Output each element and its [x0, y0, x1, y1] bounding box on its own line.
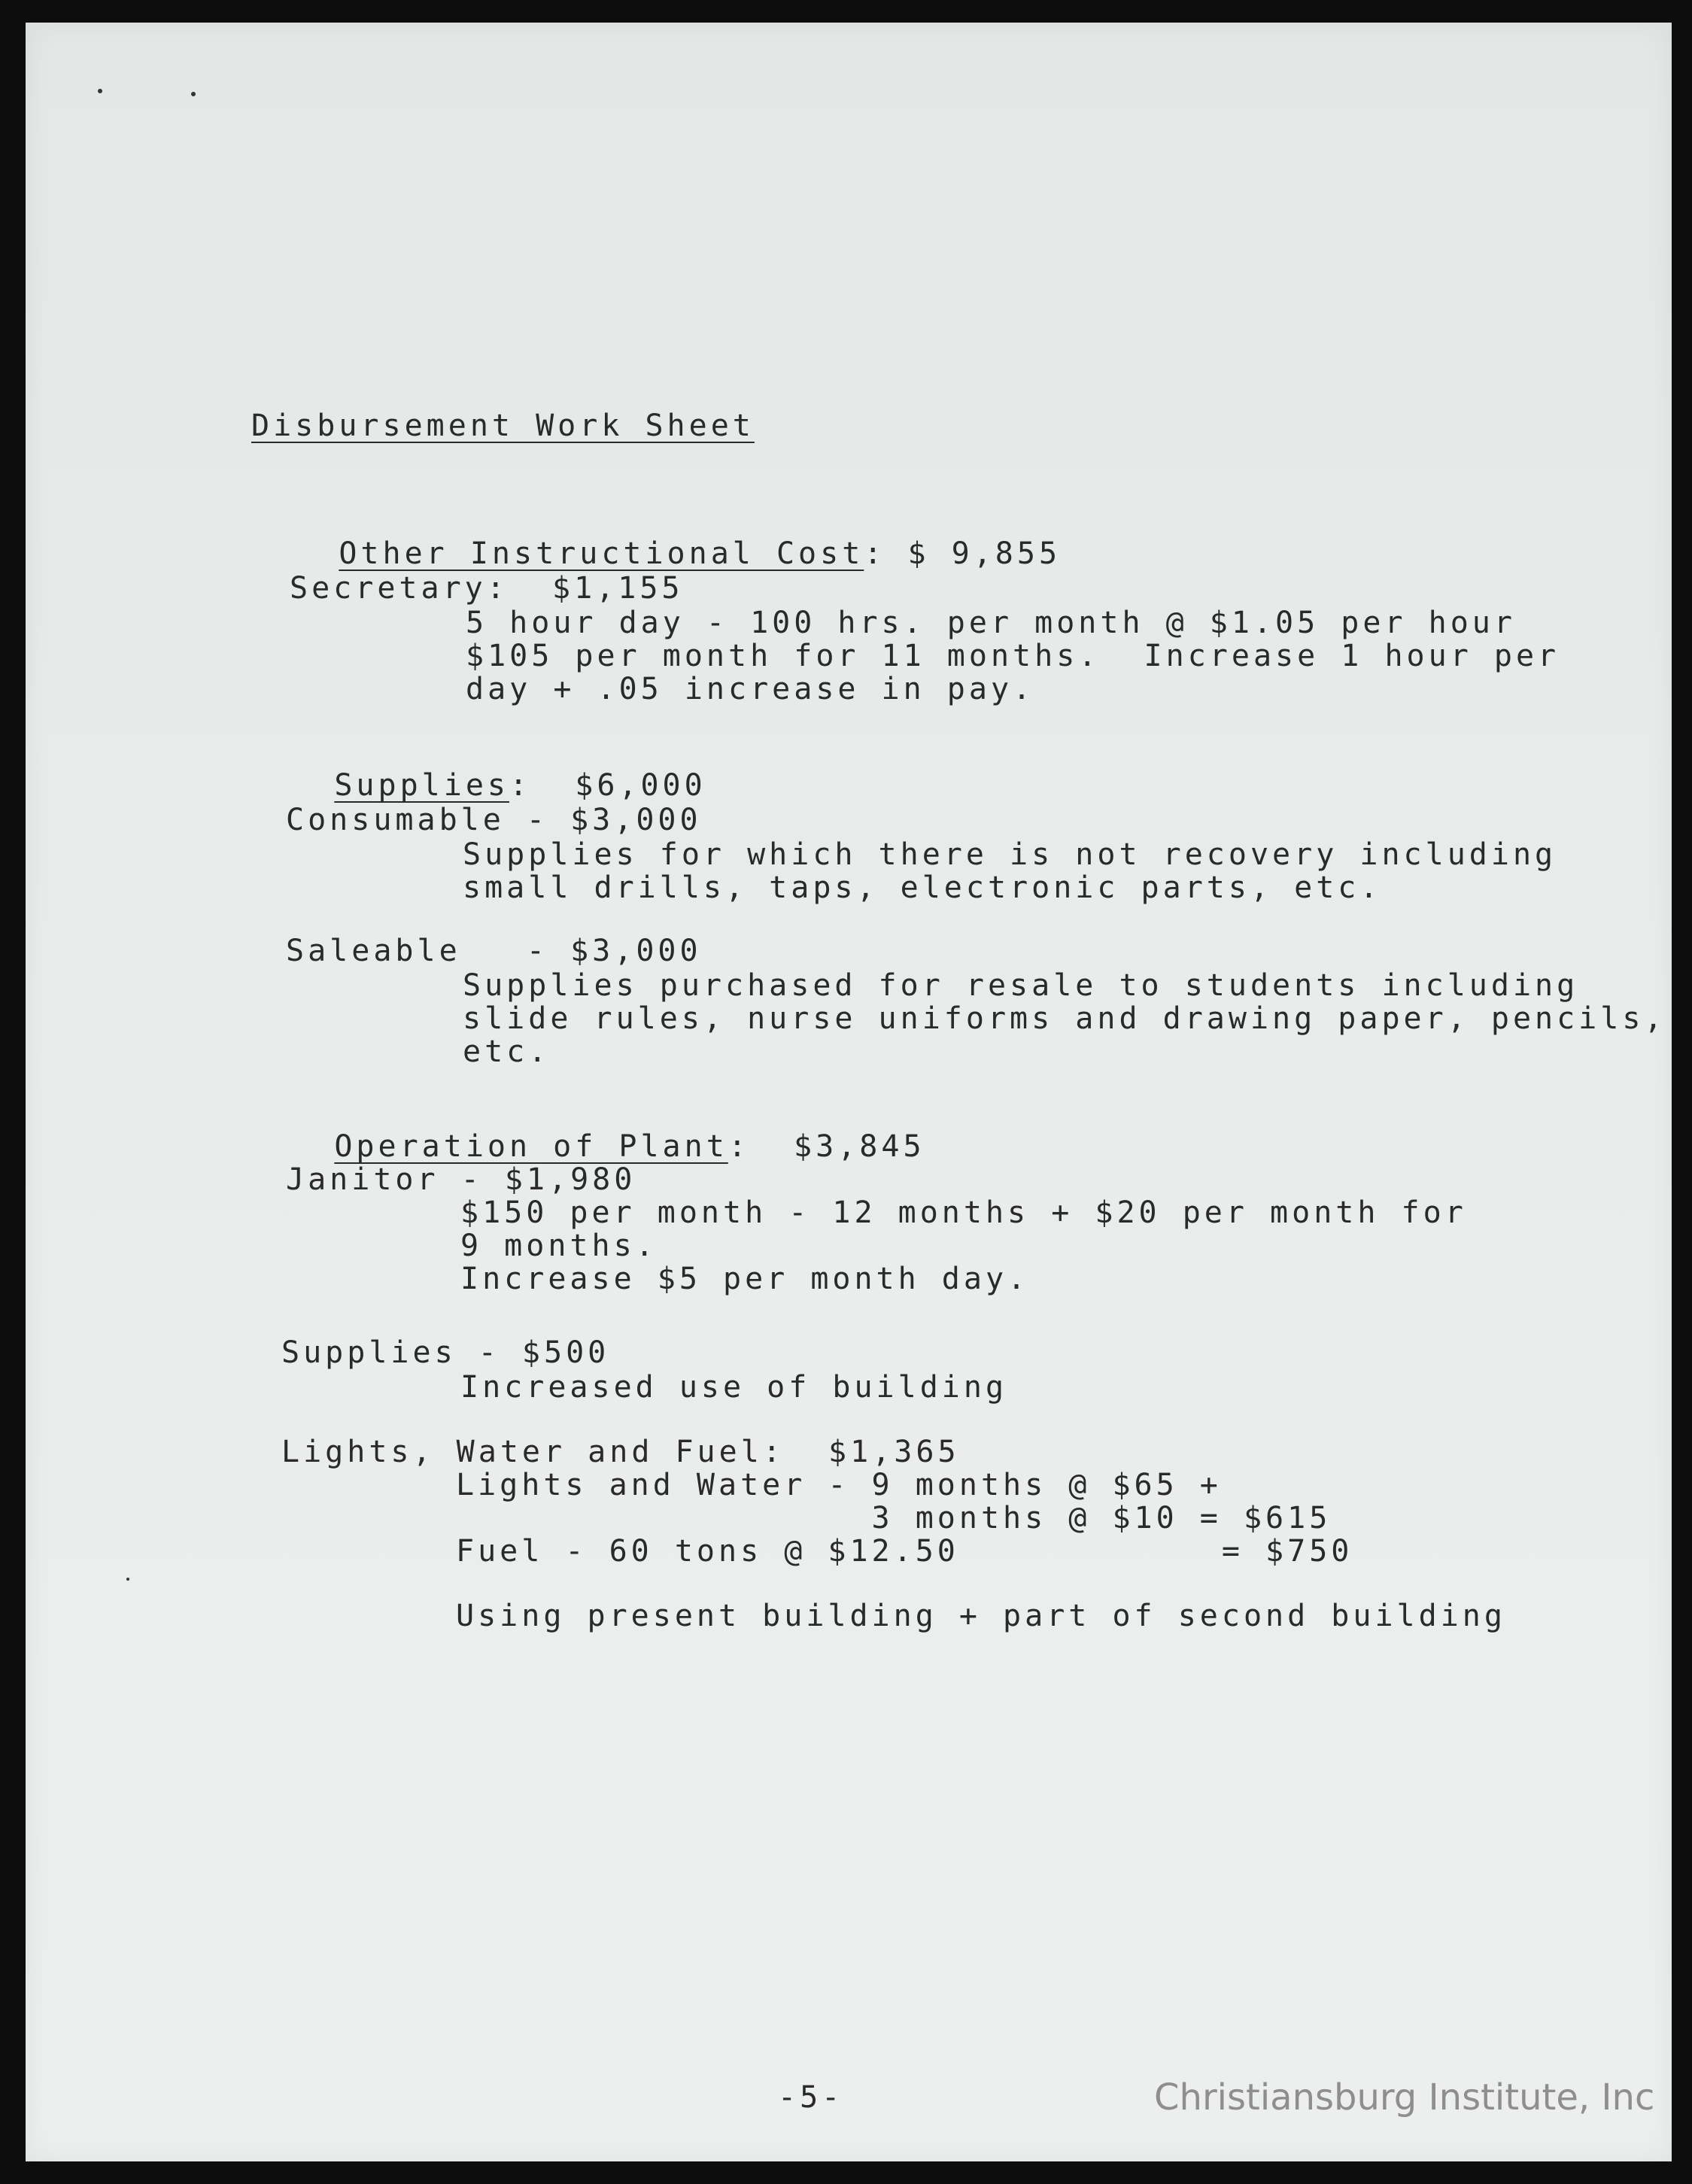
section-label: Other Instructional Cost [339, 536, 864, 571]
document-page [26, 23, 1672, 2161]
saleable-detail: slide rules, nurse uniforms and drawing paper, pencils, [463, 1001, 1666, 1036]
page-number: -5- [778, 2080, 844, 2115]
section-amount: : $ 9,855 [864, 536, 1062, 571]
janitor-detail: Increase $5 per month day. [460, 1262, 1030, 1296]
saleable-detail: Supplies purchased for resale to students including [463, 968, 1579, 1003]
janitor-detail: 9 months. [460, 1229, 658, 1263]
section-amount: : $3,845 [728, 1129, 925, 1164]
section-amount: : $6,000 [509, 768, 706, 803]
speck [191, 92, 196, 96]
section-label: Operation of Plant [334, 1129, 728, 1164]
plant-supplies-detail: Increased use of building [460, 1370, 1008, 1405]
utilities-detail: 3 months @ $10 = $615 [456, 1501, 1332, 1535]
utilities-detail: Fuel - 60 tons @ $12.50 = $750 [456, 1534, 1353, 1569]
speck [126, 1578, 129, 1581]
speck [98, 89, 102, 93]
secretary-heading: Secretary: $1,155 [290, 571, 684, 606]
janitor-detail: $150 per month - 12 months + $20 per month for [460, 1195, 1467, 1230]
section-label: Supplies [334, 768, 509, 803]
secretary-detail: day + .05 increase in pay. [466, 672, 1035, 706]
plant-supplies-heading: Supplies - $500 [281, 1335, 610, 1370]
consumable-heading: Consumable - $3,000 [286, 803, 702, 837]
consumable-detail: Supplies for which there is not recovery including [463, 837, 1557, 872]
consumable-detail: small drills, taps, electronic parts, etc. [463, 870, 1382, 905]
watermark: Christiansburg Institute, Inc [1154, 2076, 1655, 2119]
secretary-detail: 5 hour day - 100 hrs. per month @ $1.05 per hour [466, 606, 1516, 640]
saleable-detail: etc. [463, 1034, 551, 1069]
utilities-heading: Lights, Water and Fuel: $1,365 [281, 1435, 960, 1469]
page-title: Disbursement Work Sheet [251, 409, 755, 443]
janitor-heading: Janitor - $1,980 [286, 1162, 636, 1197]
saleable-heading: Saleable - $3,000 [286, 934, 702, 968]
utilities-detail: Lights and Water - 9 months @ $65 + [456, 1468, 1222, 1502]
secretary-detail: $105 per month for 11 months. Increase 1 hour per [466, 639, 1560, 673]
utilities-note: Using present building + part of second building [456, 1599, 1506, 1633]
